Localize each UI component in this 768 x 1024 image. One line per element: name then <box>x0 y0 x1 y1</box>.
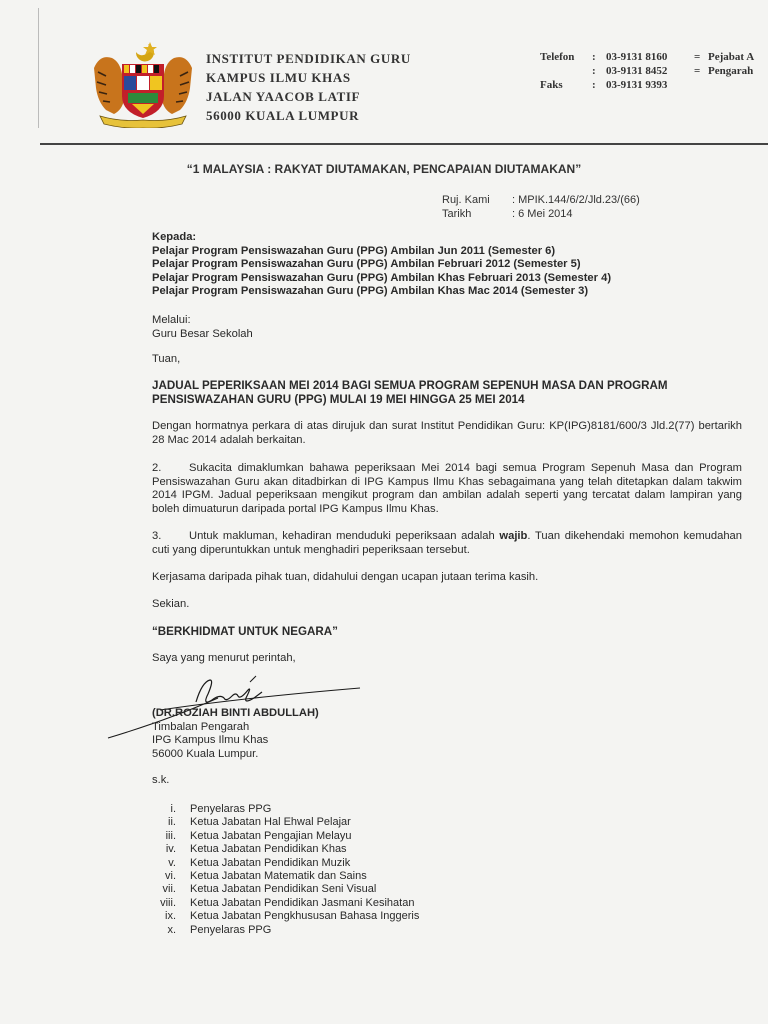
recipient-line: Pelajar Program Pensiswazahan Guru (PPG) Ambilan Jun 2011 (Semester 6) <box>152 244 556 257</box>
malaysia-coat-of-arms-icon <box>88 38 198 128</box>
slogan: “BERKHIDMAT UNTUK NEGARA” <box>152 625 338 638</box>
contact-equals: = <box>694 65 701 77</box>
paragraph-3-text: Untuk makluman, kehadiran menduduki peperiksaan adalah <box>189 530 500 542</box>
list-number: iv. <box>165 843 176 856</box>
via-heading: Melalui: <box>152 314 191 326</box>
via-name: Guru Besar Sekolah <box>152 327 253 340</box>
list-label: Ketua Jabatan Pengkhususan Bahasa Inggeris <box>190 910 420 923</box>
contact-colon: : <box>592 51 596 63</box>
contact-number: 03-9131 8452 <box>606 65 668 77</box>
paragraph-1: Dengan hormatnya perkara di atas dirujuk dan surat Institut Pendidikan Guru: KP(IPG)8181/600/3 Jld.2(77) bertarikh 28 Mac 2014 adalah berkaitan. <box>152 420 742 446</box>
recipients-block <box>152 231 742 299</box>
recipients-heading: Kepada: <box>152 231 197 243</box>
paragraph-number: 3. <box>152 530 162 542</box>
recipient-line: Pelajar Program Pensiswazahan Guru (PPG) Ambilan Khas Februari 2013 (Semester 4) <box>152 271 612 284</box>
subject-heading: JADUAL PEPERIKSAAN MEI 2014 BAGI SEMUA PROGRAM SEPENUH MASA DAN PROGRAM PENSISWAZAHAN GURU (PPG) MULAI 19 MEI HINGGA 25 MEI 2014 <box>152 379 668 406</box>
list-label: Ketua Jabatan Pendidikan Muzik <box>190 856 351 869</box>
paragraph-number: 2. <box>152 462 162 474</box>
contact-note: Pengarah <box>708 65 754 77</box>
list-label: Ketua Jabatan Pendidikan Khas <box>190 843 347 856</box>
ruj-label: Ruj. Kami <box>442 194 490 206</box>
institute-address <box>206 49 411 125</box>
contact-colon: : <box>592 65 596 77</box>
contact-equals: = <box>694 51 701 63</box>
contact-number: 03-9131 8160 <box>606 51 668 63</box>
paragraph-3-emphasis: wajib <box>499 530 528 542</box>
list-number: v. <box>168 856 176 869</box>
header-divider <box>40 143 768 145</box>
via-block <box>152 314 742 341</box>
list-label: Ketua Jabatan Matematik dan Sains <box>190 869 367 882</box>
institute-line: KAMPUS ILMU KHAS <box>206 70 351 85</box>
sk-heading: s.k. <box>152 774 170 786</box>
list-label: Ketua Jabatan Pengajian Melayu <box>190 829 352 842</box>
tarikh-value: : 6 Mei 2014 <box>512 208 573 220</box>
list-number: viii. <box>160 896 176 909</box>
recipient-line: Pelajar Program Pensiswazahan Guru (PPG) Ambilan Khas Mac 2014 (Semester 3) <box>152 285 589 297</box>
list-label: Penyelaras PPG <box>190 803 272 815</box>
contact-label: Telefon <box>540 51 575 63</box>
contact-note: Pejabat A <box>708 51 755 63</box>
list-number: x. <box>167 923 176 936</box>
contact-number: 03-9131 9393 <box>606 79 668 91</box>
tarikh-label: Tarikh <box>442 208 472 220</box>
institute-line: JALAN YAACOB LATIF <box>206 89 361 104</box>
list-number: ii. <box>168 816 176 829</box>
paragraph-2 <box>152 462 742 516</box>
institute-line: 56000 KUALA LUMPUR <box>206 108 360 123</box>
salutation: Tuan, <box>152 353 181 365</box>
list-label: Ketua Jabatan Pendidikan Seni Visual <box>190 883 377 896</box>
signatory-org: IPG Kampus Ilmu Khas <box>152 734 269 746</box>
signatory-block <box>152 707 742 761</box>
institute-line: INSTITUT PENDIDIKAN GURU <box>206 51 411 66</box>
ruj-value: : MPIK.144/6/2/Jld.23/(66) <box>512 194 640 206</box>
list-number: vi. <box>165 869 176 882</box>
order-line: Saya yang menurut perintah, <box>152 652 296 664</box>
paragraph-2-text: Sukacita dimaklumkan bahawa peperiksaan Mei 2014 bagi semua Program Sepenuh Masa dan Program Pensiswazahan Guru akan ditadbirkan di IPG Kampus Ilmu Khas sebagaimana yang telah ditetapkan dalam takwim 2014 IPGM. Jadual peperiksaan mengikut program dan ambilan adalah seperti yang tercatat dalam lampiran yang boleh dimuaturun daripada portal IPG Kampus Ilmu Khas. <box>152 462 742 515</box>
signatory-title: Timbalan Pengarah <box>152 720 250 733</box>
paragraph-3 <box>152 530 742 557</box>
page-edge-line <box>38 8 39 128</box>
list-number: iii. <box>165 829 176 842</box>
contact-label: Faks <box>540 79 563 91</box>
recipient-line: Pelajar Program Pensiswazahan Guru (PPG) Ambilan Februari 2012 (Semester 5) <box>152 258 581 270</box>
thanks-line: Kerjasama daripada pihak tuan, didahului dengan ucapan jutaan terima kasih. <box>152 571 539 583</box>
motto: “1 MALAYSIA : RAKYAT DIUTAMAKAN, PENCAPAIAN DIUTAMAKAN” <box>186 162 582 176</box>
signatory-name: (DR.ROZIAH BINTI ABDULLAH) <box>152 707 319 719</box>
list-label: Ketua Jabatan Pendidikan Jasmani Kesihatan <box>190 896 415 909</box>
list-number: i. <box>170 803 176 815</box>
list-label: Penyelaras PPG <box>190 923 272 936</box>
paragraph-3-text-end: . Tuan dikehendaki memohon kemudahan cuti yang diperuntukkan untuk menghadiri peperiksaan tersebut. <box>152 530 742 556</box>
contact-colon: : <box>592 79 596 91</box>
list-number: vii. <box>162 883 176 896</box>
signatory-city: 56000 Kuala Lumpur. <box>152 747 259 760</box>
list-number: ix. <box>165 910 176 923</box>
list-label: Ketua Jabatan Hal Ehwal Pelajar <box>190 816 351 829</box>
closing-line: Sekian. <box>152 598 190 610</box>
